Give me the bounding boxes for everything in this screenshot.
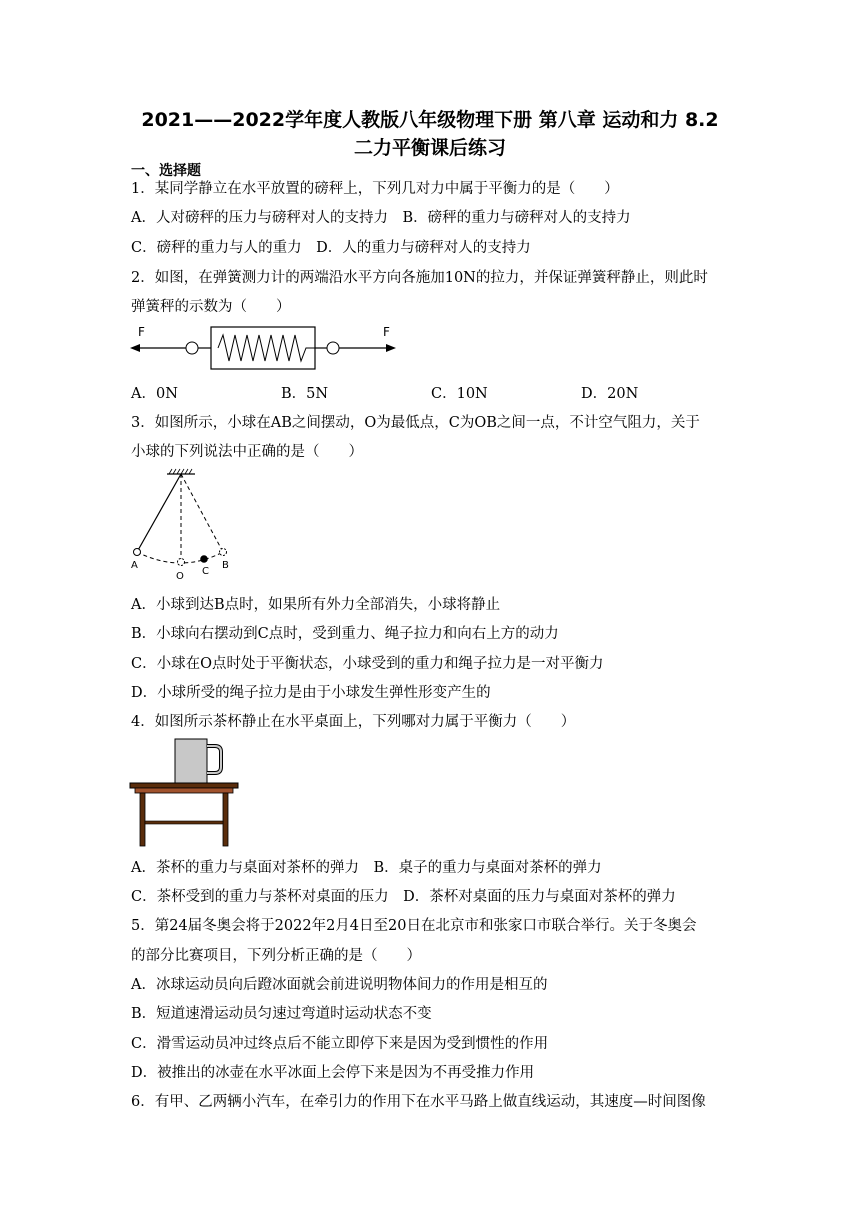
table-top [130,783,238,788]
right-force-label: F [383,325,390,339]
q4-stem: 4．如图所示茶杯静止在水平桌面上，下列哪对力属于平衡力（ ） [131,714,576,730]
q3-option-c: C．小球在O点时处于平衡状态，小球受到的重力和绳子拉力是一对平衡力 [131,656,604,672]
spring-scale-figure [128,322,400,374]
q5-option-a: A．冰球运动员向后蹬冰面就会前进说明物体间力的作用是相互的 [131,977,548,993]
pendulum-figure [126,468,238,584]
q2-option-c: C．10N [431,386,488,402]
q3-option-d: D．小球所受的绳子拉力是由于小球发生弹性形变产生的 [131,685,491,701]
ball-position-b [220,549,227,556]
q5-option-d: D．被推出的冰壶在水平冰面上会停下来是因为不再受推力作用 [131,1065,535,1081]
label-b: B [222,560,229,571]
q4-options-ab: A．茶杯的重力与桌面对茶杯的弹力 B．桌子的重力与桌面对茶杯的弹力 [131,860,602,876]
left-force-label: F [138,325,145,339]
section-heading: 一、选择题 [131,163,201,179]
table-leg-left [140,793,145,846]
worksheet-title-line-2: 二力平衡课后练习 [353,137,506,159]
q2-option-b: B．5N [281,386,329,402]
ball-position-o [178,559,185,566]
q4-options-cd: C．茶杯受到的重力与茶杯对桌面的压力 D．茶杯对桌面的压力与桌面对茶杯的弹力 [131,889,676,905]
table-crossbar [145,821,223,824]
label-c: C [202,566,209,577]
teacup [175,739,207,783]
right-arrowhead [386,344,396,352]
q2-option-a: A．0N [131,386,178,402]
q3-stem-line-2: 小球的下列说法中正确的是（ ） [131,444,363,460]
spring-scale-case [211,327,315,369]
support-hatching [169,469,192,474]
table-leg-right [223,793,228,846]
worksheet-title-line-1: 2021——2022学年度人教版八年级物理下册 第八章 运动和力 8.2 [141,109,719,131]
q2-stem-line-1: 2．如图，在弹簧测力计的两端沿水平方向各施加10N的拉力，并保证弹簧秤静止，则此时 [131,270,708,286]
q5-stem-line-2: 的部分比赛项目，下列分析正确的是（ ） [131,948,421,964]
left-arrowhead [130,344,140,352]
teacup-handle [207,746,221,773]
string-at-a [137,474,181,552]
q3-option-b: B．小球向右摆动到C点时，受到重力、绳子拉力和向右上方的动力 [131,626,559,642]
table-apron [135,788,233,793]
q2-stem-line-2: 弹簧秤的示数为（ ） [131,299,291,315]
left-hook-ring [186,342,198,354]
q3-stem-line-1: 3．如图所示，小球在AB之间摆动，O为最低点，C为OB之间一点，不计空气阻力，关于 [131,415,700,431]
ball-position-c [200,555,208,563]
teacup-on-table-figure [129,737,241,847]
q2-option-d: D．20N [581,386,639,402]
label-o: O [176,571,184,582]
q3-option-a: A．小球到达B点时，如果所有外力全部消失，小球将静止 [131,597,501,613]
q5-option-c: C．滑雪运动员冲过终点后不能立即停下来是因为受到惯性的作用 [131,1036,549,1052]
q1-options-ab: A．人对磅秤的压力与磅秤对人的支持力 B．磅秤的重力与磅秤对人的支持力 [131,210,631,226]
q1-options-cd: C．磅秤的重力与人的重力 D．人的重力与磅秤对人的支持力 [131,240,531,256]
label-a: A [131,560,138,571]
q5-option-b: B．短道速滑运动员匀速过弯道时运动状态不变 [131,1006,432,1022]
q5-stem-line-1: 5．第24届冬奥会将于2022年2月4日至20日在北京市和张家口市联合举行。关于冬奥会 [131,918,697,934]
q6-stem-line-1: 6．有甲、乙两辆小汽车，在牵引力的作用下在水平马路上做直线运动，其速度—时间图像 [131,1094,706,1110]
q1-stem: 1．某同学静立在水平放置的磅秤上，下列几对力中属于平衡力的是（ ） [131,181,619,197]
ball-position-a [134,549,141,556]
right-hook-ring [327,342,339,354]
string-at-b [181,474,223,552]
